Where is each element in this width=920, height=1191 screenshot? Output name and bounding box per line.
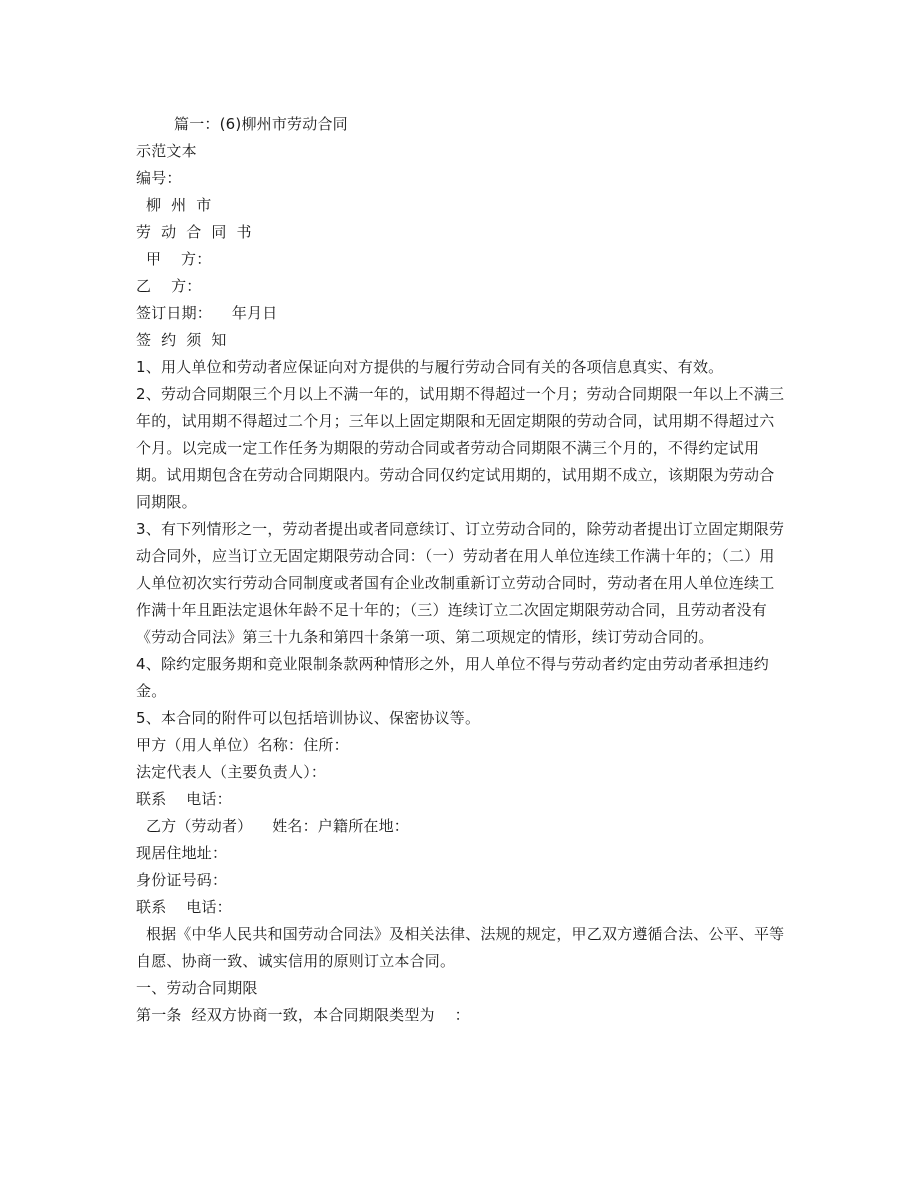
document-body bbox=[136, 111, 786, 1029]
section-1-heading: 一、劳动合同期限 bbox=[136, 979, 258, 997]
notice-item-1: 1、用人单位和劳动者应保证向对方提供的与履行劳动合同有关的各项信息真实、有效。 bbox=[136, 358, 724, 376]
signing-date-line: 签订日期： 年月日 bbox=[136, 304, 278, 322]
article-1-line: 第一条 经双方协商一致，本合同期限类型为 ： bbox=[136, 1006, 470, 1024]
party-b-line: 乙 方： bbox=[136, 277, 202, 295]
preamble-paragraph: 根据《中华人民共和国劳动合同法》及相关法律、法规的规定，甲乙双方遵循合法、公平、平等自愿、协商一致、诚实信用的原则订立本合同。 bbox=[136, 925, 785, 970]
notice-item-3: 3、有下列情形之一，劳动者提出或者同意续订、订立劳动合同的，除劳动者提出订立固定期限劳动合同外，应当订立无固定期限劳动合同：（一）劳动者在用人单位连续工作满十年的；（二）用人单位初次实行劳动合同制度或者国有企业改制重新订立劳动合同时，劳动者在用人单位连续工作满十年且距法定退休年龄不足十年的；（三）连续订立二次固定期限劳动合同，且劳动者没有《劳动合同法》第三十九条和第四十条第一项、第二项规定的情形，续订劳动合同的。 bbox=[136, 520, 785, 646]
employer-phone-line: 联系 电话： bbox=[136, 790, 232, 808]
document-title: 篇一：(6)柳州市劳动合同 bbox=[174, 115, 348, 133]
notice-item-4: 4、除约定服务期和竞业限制条款两种情形之外，用人单位不得与劳动者约定由劳动者承担违约金。 bbox=[136, 655, 769, 700]
serial-number-line: 编号： bbox=[136, 169, 182, 187]
employee-phone-line: 联系 电话： bbox=[136, 898, 232, 916]
employer-name-line: 甲方（用人单位）名称：住所： bbox=[136, 736, 349, 754]
notice-item-5: 5、本合同的附件可以包括培训协议、保密协议等。 bbox=[136, 709, 481, 727]
signing-notice-heading: 签 约 须 知 bbox=[136, 331, 227, 349]
current-address-line: 现居住地址： bbox=[136, 844, 228, 862]
sample-text-label: 示范文本 bbox=[136, 142, 197, 160]
contract-heading: 劳 动 合 同 书 bbox=[136, 223, 252, 241]
notice-item-2: 2、劳动合同期限三个月以上不满一年的，试用期不得超过一个月；劳动合同期限一年以上不满三年的，试用期不得超过二个月；三年以上固定期限和无固定期限的劳动合同，试用期不得超过六个月。以完成一定工作任务为期限的劳动合同或者劳动合同期限不满三个月的，不得约定试用期。试用期包含在劳动合同期限内。劳动合同仅约定试用期的，试用期不成立，该期限为劳动合同期限。 bbox=[136, 385, 785, 511]
employee-name-line: 乙方（劳动者） 姓名：户籍所在地： bbox=[136, 817, 410, 835]
id-number-line: 身份证号码： bbox=[136, 871, 228, 889]
city-line: 柳 州 市 bbox=[136, 196, 212, 214]
legal-representative-line: 法定代表人（主要负责人）： bbox=[136, 763, 327, 781]
party-a-line: 甲 方： bbox=[136, 250, 212, 268]
